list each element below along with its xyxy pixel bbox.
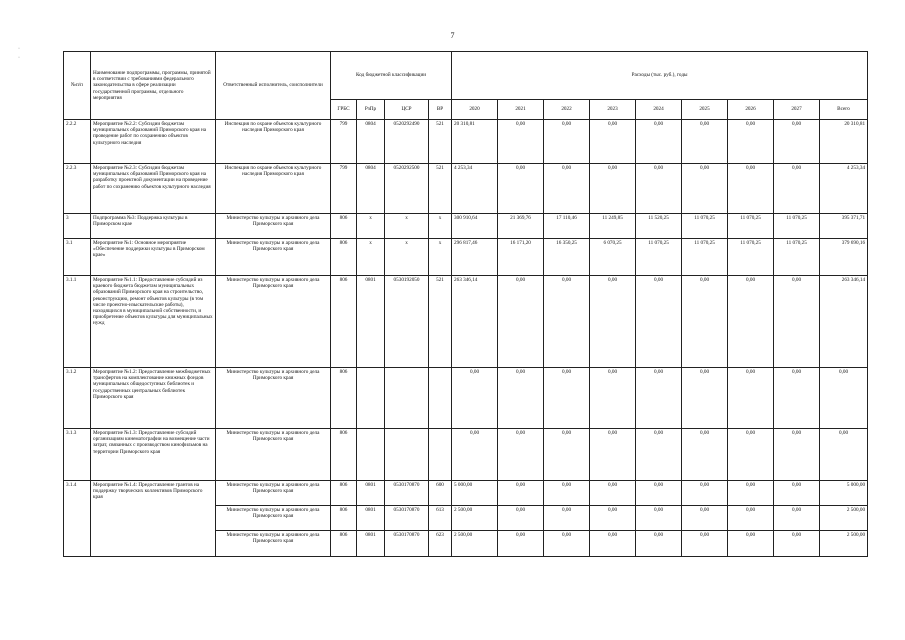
row-vr: 600	[429, 481, 452, 506]
row-vr: 613	[429, 506, 452, 531]
row-num: 3.1.4	[64, 481, 91, 557]
subheader-total: Всего	[820, 100, 868, 120]
row-value: 11 070,25	[682, 239, 728, 276]
row-value: 11 249,85	[590, 214, 636, 239]
row-name: Мероприятие №1.3: Предоставление субсидий организациям кинематографии на возмещение части затрат, связанных с производством кинофильмов на территории Приморского края	[91, 429, 216, 481]
row-value: 0,00	[636, 120, 682, 164]
row-value: 0,00	[728, 164, 774, 214]
row-value: 0,00	[498, 429, 544, 481]
row-value: 17 110,46	[544, 214, 590, 239]
row-value: 11 070,25	[774, 239, 820, 276]
row-csr: 0530170870	[385, 506, 429, 531]
row-total: 5 000,00	[820, 481, 868, 506]
row-total: 395 371,71	[820, 214, 868, 239]
subheader-year: 2023	[590, 100, 636, 120]
row-vr: 521	[429, 276, 452, 368]
row-csr: 0530170870	[385, 481, 429, 506]
row-grbs: 806	[331, 506, 357, 531]
table-row	[64, 120, 868, 164]
row-value: 2 500,00	[452, 506, 498, 531]
row-name: Мероприятие №1.2: Предоставление межбюджетных трансфертов на комплектование книжных фондов муниципальных общедоступных библиотек и государственных центральных библиотек Приморского края	[91, 368, 216, 429]
row-value: 0,00	[544, 506, 590, 531]
row-value: 0,00	[774, 164, 820, 214]
table-row	[64, 276, 868, 368]
row-value: 0,00	[728, 120, 774, 164]
row-value: 0,00	[636, 531, 682, 557]
row-value: 0,00	[682, 506, 728, 531]
header-budget-code: Код бюджетной классификации	[331, 52, 452, 100]
subheader-year: 2026	[728, 100, 774, 120]
subheader-csr: ЦСР	[385, 100, 429, 120]
row-grbs: 806	[331, 531, 357, 557]
row-value: 0,00	[544, 120, 590, 164]
row-rzpr	[357, 429, 385, 481]
page-number: 7	[450, 31, 455, 40]
table-row	[64, 429, 868, 481]
row-value: 0,00	[590, 164, 636, 214]
row-value: 2 500,00	[452, 531, 498, 557]
row-total: 2 500,00	[820, 506, 868, 531]
row-executor: Министерство культуры и архивного дела Приморского края	[216, 429, 331, 481]
row-value: 0,00	[590, 276, 636, 368]
row-num: 3.1.3	[64, 429, 91, 481]
row-value: 0,00	[590, 531, 636, 557]
row-num: 3	[64, 214, 91, 239]
row-value: 0,00	[544, 276, 590, 368]
row-value: 263 346,14	[452, 276, 498, 368]
row-value: 0,00	[636, 276, 682, 368]
row-value: 0,00	[728, 531, 774, 557]
row-num: 2.2.2	[64, 120, 91, 164]
row-value: 0,00	[682, 429, 728, 481]
row-value: 0,00	[774, 481, 820, 506]
row-executor: Министерство культуры и архивного дела Приморского края	[216, 531, 331, 557]
subheader-rzpr: РзПр	[357, 100, 385, 120]
row-value: 16 350,25	[544, 239, 590, 276]
row-executor: Министерство культуры и архивного дела Приморского края	[216, 214, 331, 239]
row-executor: Министерство культуры и архивного дела Приморского края	[216, 368, 331, 429]
row-value: 0,00	[682, 120, 728, 164]
row-value: 0,00	[774, 506, 820, 531]
row-grbs: 806	[331, 429, 357, 481]
row-grbs: 806	[331, 481, 357, 506]
row-value: 0,00	[544, 368, 590, 429]
row-csr	[385, 368, 429, 429]
row-total: 4 253,34	[820, 164, 868, 214]
subheader-vr: ВР	[429, 100, 452, 120]
row-num: 3.1	[64, 239, 91, 276]
subheader-grbs: ГРБС	[331, 100, 357, 120]
table-row	[64, 481, 868, 506]
row-csr: 0520292500	[385, 164, 429, 214]
row-value: 0,00	[452, 368, 498, 429]
row-value: 11 070,25	[774, 214, 820, 239]
row-vr: 623	[429, 531, 452, 557]
row-value: 0,00	[590, 429, 636, 481]
row-csr: 0530170870	[385, 531, 429, 557]
row-executor: Инспекция по охране объектов культурного наследия Приморского края	[216, 120, 331, 164]
row-value: 0,00	[590, 120, 636, 164]
subheader-year: 2020	[452, 100, 498, 120]
row-value: 11 070,25	[636, 239, 682, 276]
row-value: 4 253,34	[452, 164, 498, 214]
row-value: 0,00	[728, 506, 774, 531]
row-value: 0,00	[498, 506, 544, 531]
row-executor: Министерство культуры и архивного дела Приморского края	[216, 239, 331, 276]
row-vr: x	[429, 239, 452, 276]
row-value: 20 310,81	[452, 120, 498, 164]
margin-mark: ·	[18, 55, 20, 61]
row-value: 0,00	[636, 429, 682, 481]
row-value: 0,00	[682, 531, 728, 557]
row-value: 6 070,25	[590, 239, 636, 276]
row-value: 0,00	[498, 531, 544, 557]
row-vr: 521	[429, 120, 452, 164]
row-value: 0,00	[498, 368, 544, 429]
row-csr: x	[385, 239, 429, 276]
row-vr	[429, 429, 452, 481]
row-value: 0,00	[590, 481, 636, 506]
row-vr: 521	[429, 164, 452, 214]
row-executor: Министерство культуры и архивного дела Приморского края	[216, 276, 331, 368]
table-row	[64, 368, 868, 429]
row-value: 0,00	[774, 531, 820, 557]
row-name: Мероприятие №1: Основное мероприятие «Обеспечение поддержки культуры в Приморском крае»	[91, 239, 216, 276]
row-rzpr: 0801	[357, 481, 385, 506]
row-value: 0,00	[774, 120, 820, 164]
row-rzpr: 0801	[357, 506, 385, 531]
row-csr: x	[385, 214, 429, 239]
row-value: 0,00	[774, 276, 820, 368]
row-value: 0,00	[498, 481, 544, 506]
row-value: 0,00	[728, 276, 774, 368]
header-num: №п/п	[64, 52, 91, 120]
row-value: 21 369,76	[498, 214, 544, 239]
margin-mark: ·	[18, 46, 20, 52]
row-value: 0,00	[636, 164, 682, 214]
row-value: 0,00	[452, 429, 498, 481]
row-value: 0,00	[590, 506, 636, 531]
row-value: 296 817,46	[452, 239, 498, 276]
row-value: 0,00	[498, 276, 544, 368]
row-executor: Инспекция по охране объектов культурного наследия Приморского края	[216, 164, 331, 214]
row-total: 2 500,00	[820, 531, 868, 557]
row-grbs: 806	[331, 276, 357, 368]
header-name: Наименование подпрограммы, программы, принятой в соответствии с требованиями федерального законодательства в сфере реализации государственной программы, отдельного мероприятия	[91, 52, 216, 120]
row-value: 5 000,00	[452, 481, 498, 506]
row-total: 0,00	[820, 429, 868, 481]
row-value: 11 070,25	[682, 214, 728, 239]
row-value: 0,00	[636, 481, 682, 506]
row-value: 0,00	[682, 481, 728, 506]
row-value: 300 910,64	[452, 214, 498, 239]
subheader-year: 2027	[774, 100, 820, 120]
row-total: 263 346,14	[820, 276, 868, 368]
row-value: 11 070,25	[728, 239, 774, 276]
row-rzpr: x	[357, 239, 385, 276]
row-value: 0,00	[636, 506, 682, 531]
row-value: 0,00	[636, 368, 682, 429]
row-value: 0,00	[774, 429, 820, 481]
row-value: 0,00	[728, 429, 774, 481]
row-value: 0,00	[498, 164, 544, 214]
row-name: Подпрограмма №3: Поддержка культуры в Приморском крае	[91, 214, 216, 239]
row-value: 0,00	[682, 368, 728, 429]
row-rzpr: 0801	[357, 531, 385, 557]
row-csr: 0530192050	[385, 276, 429, 368]
budget-table	[63, 51, 868, 557]
row-value: 0,00	[774, 368, 820, 429]
row-num: 2.2.3	[64, 164, 91, 214]
row-name: Мероприятие №1.1: Предоставление субсидий из краевого бюджета бюджетам муниципальных образований Приморского края на строительство, реконструкцию, ремонт объектов культуры (в том числе проектно-изыскательские работы), находящихся в муниципальной собственности, и приобретение объектов культуры для муниципальных нужд	[91, 276, 216, 368]
row-rzpr: x	[357, 214, 385, 239]
row-num: 3.1.2	[64, 368, 91, 429]
row-value: 0,00	[544, 429, 590, 481]
row-value: 0,00	[728, 481, 774, 506]
row-grbs: 799	[331, 120, 357, 164]
table-row	[64, 214, 868, 239]
row-grbs: 799	[331, 164, 357, 214]
row-rzpr: 0804	[357, 120, 385, 164]
row-value: 11 520,25	[636, 214, 682, 239]
table-row	[64, 164, 868, 214]
row-total: 379 690,16	[820, 239, 868, 276]
row-grbs: 806	[331, 239, 357, 276]
row-csr	[385, 429, 429, 481]
row-executor: Министерство культуры и архивного дела Приморского края	[216, 506, 331, 531]
row-rzpr: 0804	[357, 164, 385, 214]
row-rzpr	[357, 368, 385, 429]
row-name: Мероприятие №2.3: Субсидии бюджетам муниципальных образований Приморского края на разработку проектной документации на проведение работ по сохранению объектов культурного наследия	[91, 164, 216, 214]
row-executor: Министерство культуры и архивного дела Приморского края	[216, 481, 331, 506]
row-total: 0,00	[820, 368, 868, 429]
subheader-year: 2024	[636, 100, 682, 120]
row-value: 0,00	[590, 368, 636, 429]
row-total: 20 310,81	[820, 120, 868, 164]
row-value: 0,00	[544, 531, 590, 557]
row-value: 0,00	[682, 276, 728, 368]
row-vr: x	[429, 214, 452, 239]
subheader-year: 2025	[682, 100, 728, 120]
row-vr	[429, 368, 452, 429]
row-value: 0,00	[544, 164, 590, 214]
row-value: 0,00	[728, 368, 774, 429]
row-grbs: 806	[331, 368, 357, 429]
row-grbs: 806	[331, 214, 357, 239]
row-rzpr: 0801	[357, 276, 385, 368]
subheader-year: 2022	[544, 100, 590, 120]
subheader-year: 2021	[498, 100, 544, 120]
header-expenses: Расходы (тыс. руб.), годы	[452, 52, 868, 100]
row-value: 0,00	[544, 481, 590, 506]
header-executor: Ответственный исполнитель, соисполнители	[216, 52, 331, 120]
row-csr: 0520292490	[385, 120, 429, 164]
header-row	[64, 52, 868, 100]
row-num: 3.1.1	[64, 276, 91, 368]
row-value: 0,00	[498, 120, 544, 164]
row-name: Мероприятие №1.4: Предоставление грантов на поддержку творческих коллективов Приморского края	[91, 481, 216, 557]
table-row	[64, 239, 868, 276]
row-value: 16 171,20	[498, 239, 544, 276]
row-value: 0,00	[682, 164, 728, 214]
row-value: 11 070,25	[728, 214, 774, 239]
row-name: Мероприятие №2.2: Субсидии бюджетам муниципальных образований Приморского края на проведение работ по сохранению объектов культурного наследия	[91, 120, 216, 164]
